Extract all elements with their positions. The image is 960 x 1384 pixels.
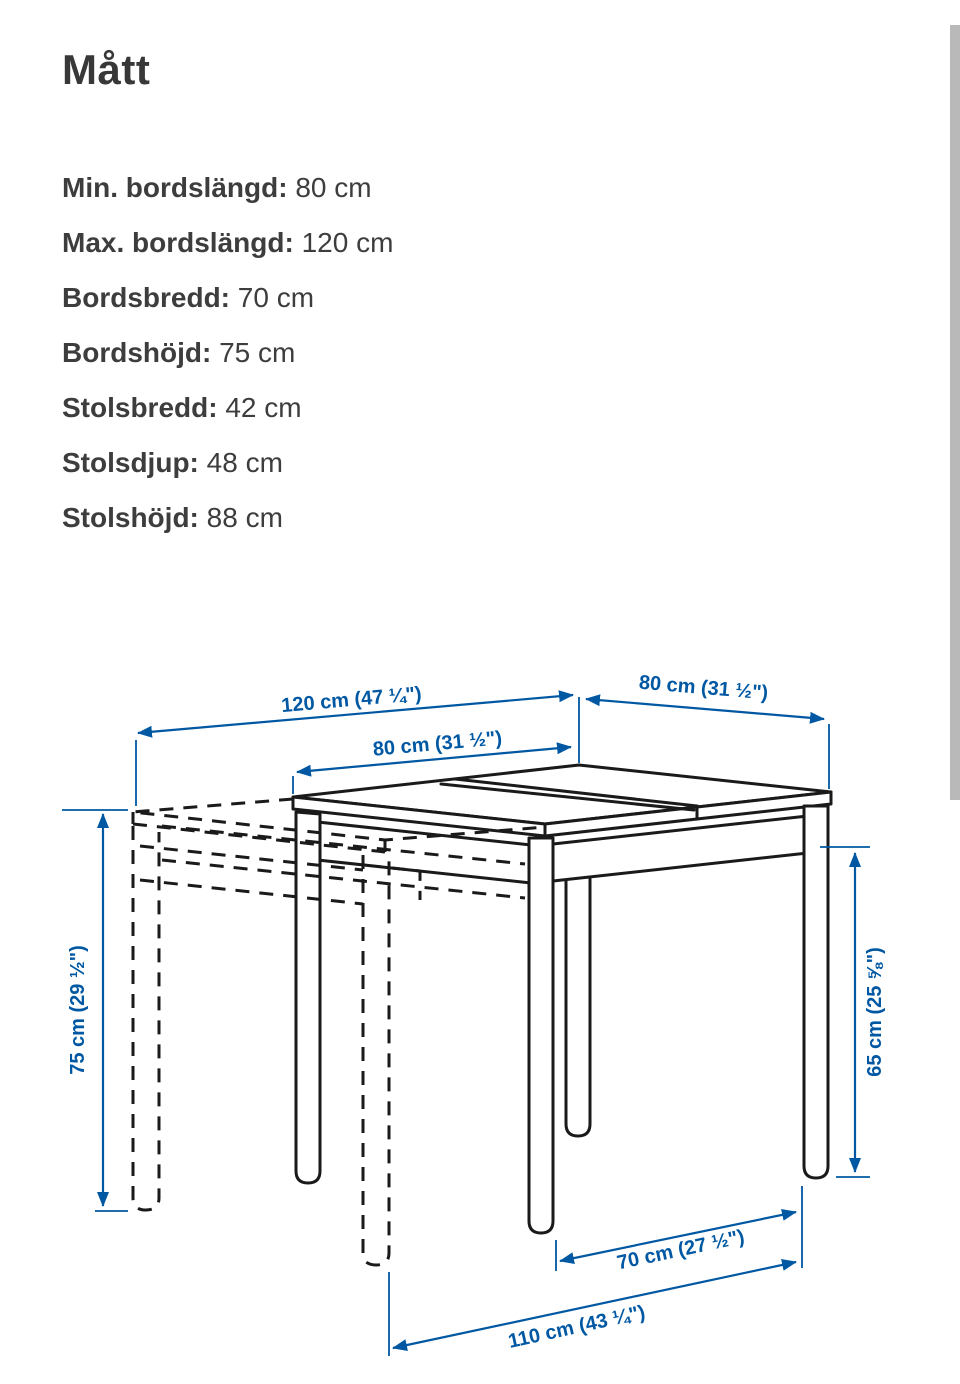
- extension-front-leg: [363, 855, 389, 1265]
- dimension-labels: [67, 672, 886, 1353]
- measurement-label: Min. bordslängd:: [62, 172, 288, 203]
- dim-label-leg-span-front: 70 cm (27 ½"): [615, 1225, 747, 1275]
- measurement-row: [62, 325, 393, 380]
- measurement-value: 80 cm: [295, 172, 372, 203]
- page-title: Mått: [62, 46, 151, 93]
- measurement-value: 42 cm: [225, 392, 302, 423]
- table-back-leg: [566, 872, 590, 1136]
- dim-line-80-top: [586, 699, 824, 719]
- measurement-value: 88 cm: [206, 502, 283, 533]
- dim-label-table-height: 75 cm (29 ½"): [67, 945, 89, 1075]
- measurement-label: Max. bordslängd:: [62, 227, 294, 258]
- dimension-diagram: [0, 648, 960, 1384]
- dim-label-clearance: 65 cm (25 ⅝"): [864, 947, 886, 1077]
- measurement-row: [62, 435, 393, 490]
- dim-label-top-side: 80 cm (31 ½"): [638, 671, 769, 705]
- measurement-value: 120 cm: [301, 227, 394, 258]
- dim-label-max-length: 120 cm (47 ¼"): [280, 682, 423, 718]
- extension-apron-bottom: [140, 880, 363, 904]
- measurement-row: [62, 490, 393, 545]
- measurement-value: 70 cm: [237, 282, 315, 313]
- measurement-label: Bordshöjd:: [62, 337, 212, 368]
- measurement-value: 75 cm: [219, 337, 296, 368]
- dim-line-110: [393, 1262, 796, 1348]
- measurement-value: 48 cm: [206, 447, 283, 478]
- measurement-list: [62, 160, 393, 545]
- measurement-row: [62, 270, 393, 325]
- extension-bracket: [392, 868, 420, 900]
- table-front-leg: [529, 838, 553, 1233]
- measurement-row: [62, 215, 393, 270]
- measurement-row: [62, 380, 393, 435]
- measurement-label: Stolshöjd:: [62, 502, 199, 533]
- table-left-leg: [296, 812, 320, 1183]
- extension-far-leg: [133, 826, 159, 1210]
- scrollbar-track[interactable]: [948, 0, 960, 1384]
- table-right-leg: [804, 806, 828, 1178]
- measurement-label: Bordsbredd:: [62, 282, 230, 313]
- measurement-label: Stolsdjup:: [62, 447, 199, 478]
- dim-label-min-length: 80 cm (31 ½"): [371, 727, 503, 761]
- scrollbar-thumb[interactable]: [950, 25, 960, 800]
- dim-label-leg-span-side: 110 cm (43 ¼"): [506, 1301, 648, 1353]
- table-solid-linework: [293, 765, 831, 1233]
- measurement-label: Stolsbredd:: [62, 392, 218, 423]
- table-dimension-drawing: [0, 648, 960, 1384]
- measurement-row: [62, 160, 393, 215]
